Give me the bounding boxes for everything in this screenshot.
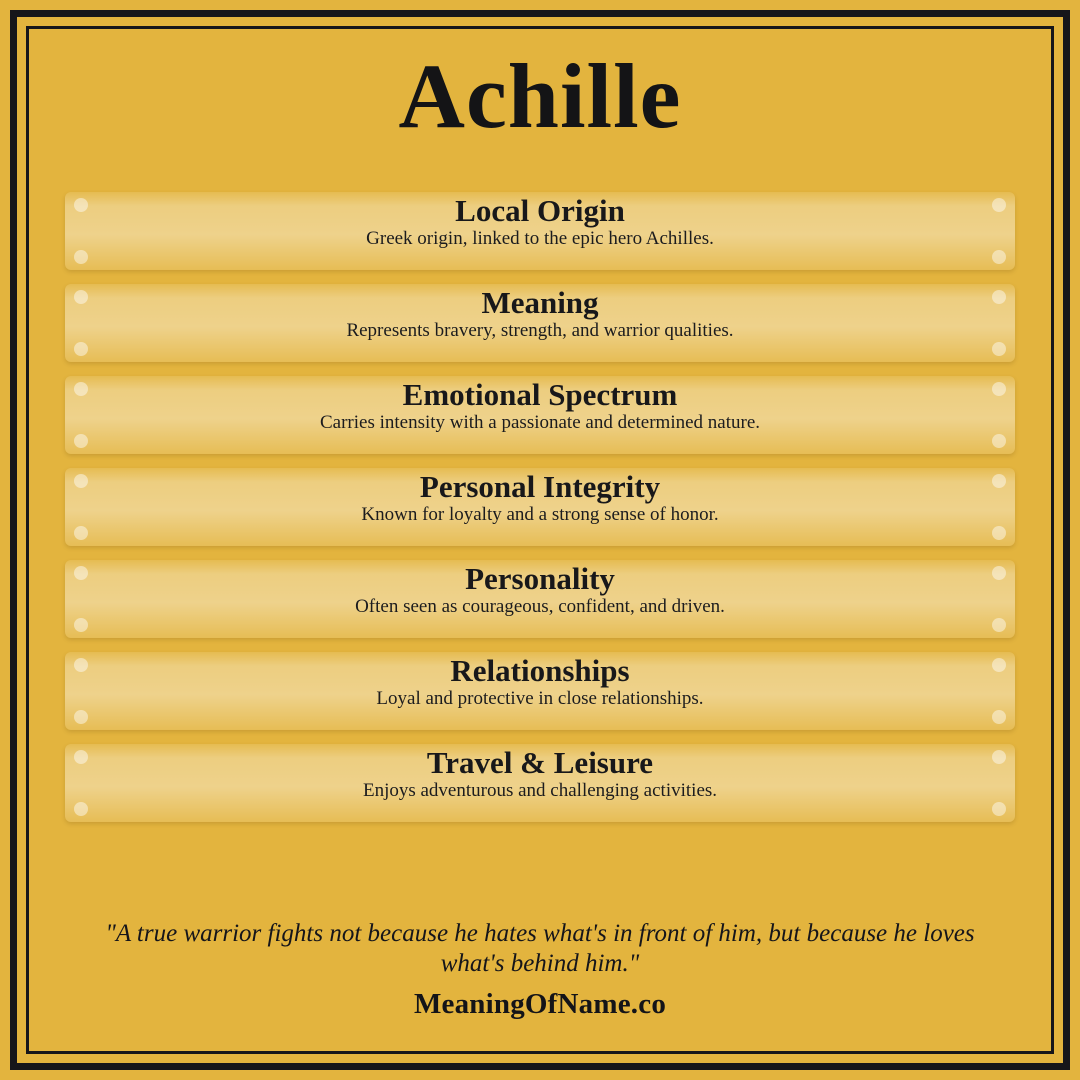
rivet-icon (74, 618, 88, 632)
attribute-card-description: Often seen as courageous, confident, and driven. (355, 595, 725, 617)
attribute-card-list (65, 192, 1015, 836)
rivet-icon (992, 434, 1006, 448)
page-title: Achille (398, 45, 682, 147)
attribute-card-title: Relationships (450, 653, 630, 689)
rivet-icon (74, 290, 88, 304)
attribute-card-description: Known for loyalty and a strong sense of honor. (361, 503, 719, 525)
rivet-icon (992, 658, 1006, 672)
rivet-icon (74, 750, 88, 764)
attribute-card (65, 376, 1015, 454)
attribute-card-title: Local Origin (455, 193, 625, 229)
attribute-card-description: Greek origin, linked to the epic hero Achilles. (366, 227, 714, 249)
brand-name: MeaningOfName.co (413, 988, 667, 1020)
rivet-icon (992, 290, 1006, 304)
rivet-icon (992, 566, 1006, 580)
poster-footer (65, 919, 1015, 1021)
rivet-icon (74, 710, 88, 724)
attribute-card (65, 744, 1015, 822)
rivet-icon (992, 250, 1006, 264)
rivet-icon (74, 566, 88, 580)
attribute-card-description: Carries intensity with a passionate and determined nature. (319, 411, 761, 433)
attribute-card (65, 652, 1015, 730)
rivet-icon (74, 198, 88, 212)
rivet-icon (74, 434, 88, 448)
rivet-icon (992, 750, 1006, 764)
attribute-card-title: Personality (465, 561, 615, 597)
rivet-icon (74, 382, 88, 396)
attribute-card-description: Represents bravery, strength, and warrior qualities. (346, 319, 734, 341)
rivet-icon (74, 802, 88, 816)
attribute-card-description: Loyal and protective in close relationships. (376, 687, 704, 709)
attribute-card-description: Enjoys adventurous and challenging activities. (362, 779, 718, 801)
attribute-card (65, 560, 1015, 638)
rivet-icon (74, 658, 88, 672)
rivet-icon (992, 342, 1006, 356)
rivet-icon (992, 710, 1006, 724)
rivet-icon (992, 618, 1006, 632)
rivet-icon (74, 250, 88, 264)
rivet-icon (992, 382, 1006, 396)
rivet-icon (74, 474, 88, 488)
rivet-icon (74, 342, 88, 356)
rivet-icon (992, 198, 1006, 212)
attribute-card (65, 468, 1015, 546)
rivet-icon (74, 526, 88, 540)
attribute-card-title: Meaning (481, 285, 599, 321)
quote-text: "A true warrior fights not because he hates what's in front of him, but because he loves what's behind him." (105, 920, 975, 977)
poster-content (29, 29, 1051, 1051)
attribute-card (65, 284, 1015, 362)
attribute-card (65, 192, 1015, 270)
rivet-icon (992, 802, 1006, 816)
attribute-card-title: Emotional Spectrum (402, 377, 678, 413)
attribute-card-title: Personal Integrity (419, 469, 661, 505)
rivet-icon (992, 474, 1006, 488)
attribute-card-title: Travel & Leisure (426, 745, 654, 781)
rivet-icon (992, 526, 1006, 540)
